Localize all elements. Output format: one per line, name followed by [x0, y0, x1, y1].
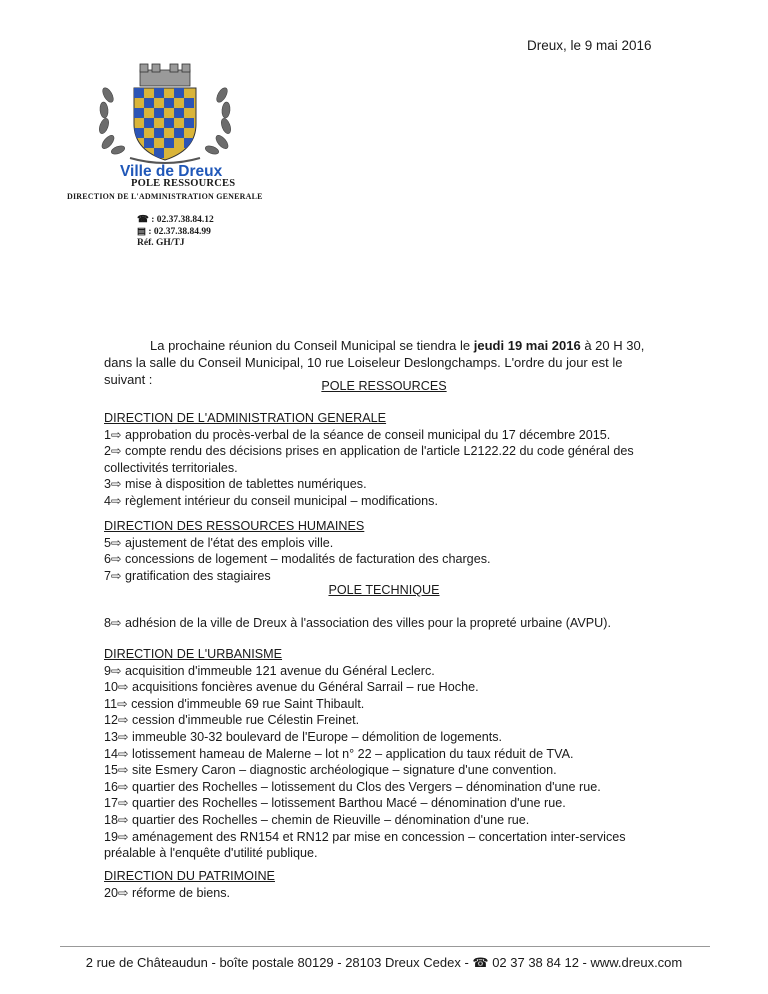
agenda-item: 9⇨ acquisition d'immeuble 121 avenue du Général Leclerc.	[104, 663, 435, 678]
meeting-date: jeudi 19 mai 2016	[473, 338, 581, 353]
agenda-item: 6⇨ concessions de logement – modalités de facturation des charges.	[104, 552, 491, 567]
section-title: DIRECTION DU PATRIMOINE	[104, 869, 275, 883]
section-title: DIRECTION DES RESSOURCES HUMAINES	[104, 519, 365, 533]
agenda-item: 18⇨ quartier des Rochelles – chemin de Rieuville – dénomination d'une rue.	[104, 812, 530, 827]
agenda-item: collectivités territoriales.	[104, 460, 238, 475]
agenda-item: 2⇨ compte rendu des décisions prises en application de l'article L2122.22 du code général des	[104, 444, 634, 459]
intro-line1-prefix: La prochaine réunion du Conseil Municipal se tiendra le	[150, 338, 474, 353]
section-administration	[104, 410, 664, 510]
direction-header: DIRECTION DE L'ADMINISTRATION GENERALE	[67, 192, 263, 201]
agenda-item: 12⇨ cession d'immeuble rue Célestin Freinet.	[104, 713, 360, 728]
footer-address: 2 rue de Châteaudun - boîte postale 80129 - 28103 Dreux Cedex - ☎ 02 37 38 84 12 - www.dreux.com	[85, 955, 683, 970]
city-name: Ville de Dreux	[120, 163, 223, 180]
footer-divider	[60, 946, 710, 947]
agenda-item: 20⇨ réforme de biens.	[104, 885, 231, 900]
section-urbanisme	[104, 646, 664, 862]
agenda-item: 17⇨ quartier des Rochelles – lotissement Barthou Macé – dénomination d'une rue.	[104, 796, 566, 811]
section-patrimoine	[104, 868, 664, 901]
agenda-item: 13⇨ immeuble 30-32 boulevard de l'Europe – démolition de logements.	[104, 729, 503, 744]
agenda-item: 1⇨ approbation du procès-verbal de la séance de conseil municipal du 17 décembre 2015.	[104, 427, 611, 442]
agenda-item: 3⇨ mise à disposition de tablettes numériques.	[104, 477, 367, 492]
agenda-item: 14⇨ lotissement hameau de Malerne – lot n° 22 – application du taux réduit de TVA.	[104, 746, 574, 761]
section-title: DIRECTION DE L'URBANISME	[104, 647, 283, 661]
agenda-item: 19⇨ aménagement des RN154 et RN12 par mise en concession – concertation inter-services	[104, 829, 626, 844]
pole-header: POLE RESSOURCES	[131, 178, 236, 189]
phone-number: ☎ : 02.37.38.84.12	[137, 215, 214, 225]
agenda-item: 16⇨ quartier des Rochelles – lotissement du Clos des Vergers – dénomination d'une rue.	[104, 779, 601, 794]
fax-number: ▤ : 02.37.38.84.99	[137, 227, 211, 237]
agenda-item: 8⇨ adhésion de la ville de Dreux à l'association des villes pour la propreté urbaine (AVPU).	[104, 616, 611, 630]
pole-ressources-title: POLE RESSOURCES	[321, 379, 447, 393]
pole-technique-title: POLE TECHNIQUE	[328, 583, 440, 597]
agenda-item: 7⇨ gratification des stagiaires	[104, 568, 271, 583]
agenda-item: préalable à l'enquête d'utilité publique.	[104, 846, 318, 861]
intro-line2: dans la salle du Conseil Municipal, 10 rue Loiseleur Deslongchamps. L'ordre du jour est le suivant :	[104, 355, 623, 387]
city-crest-logo	[90, 62, 240, 166]
agenda-item: 5⇨ ajustement de l'état des emplois ville.	[104, 535, 334, 550]
agenda-item: 11⇨ cession d'immeuble 69 rue Saint Thibault.	[104, 696, 365, 711]
agenda-item: 4⇨ règlement intérieur du conseil municipal – modifications.	[104, 493, 438, 508]
section-title: DIRECTION DE L'ADMINISTRATION GENERALE	[104, 411, 387, 425]
agenda-item: 10⇨ acquisitions foncières avenue du Général Sarrail – rue Hoche.	[104, 680, 479, 695]
section-ressources-humaines	[104, 518, 664, 584]
agenda-item: 15⇨ site Esmery Caron – diagnostic archéologique – signature d'une convention.	[104, 763, 557, 778]
reference: Réf. GH/TJ	[137, 238, 185, 248]
intro-line1-suffix: à 20 H 30,	[580, 338, 645, 353]
letter-date: Dreux, le 9 mai 2016	[527, 38, 652, 53]
section-item-8	[104, 615, 664, 632]
